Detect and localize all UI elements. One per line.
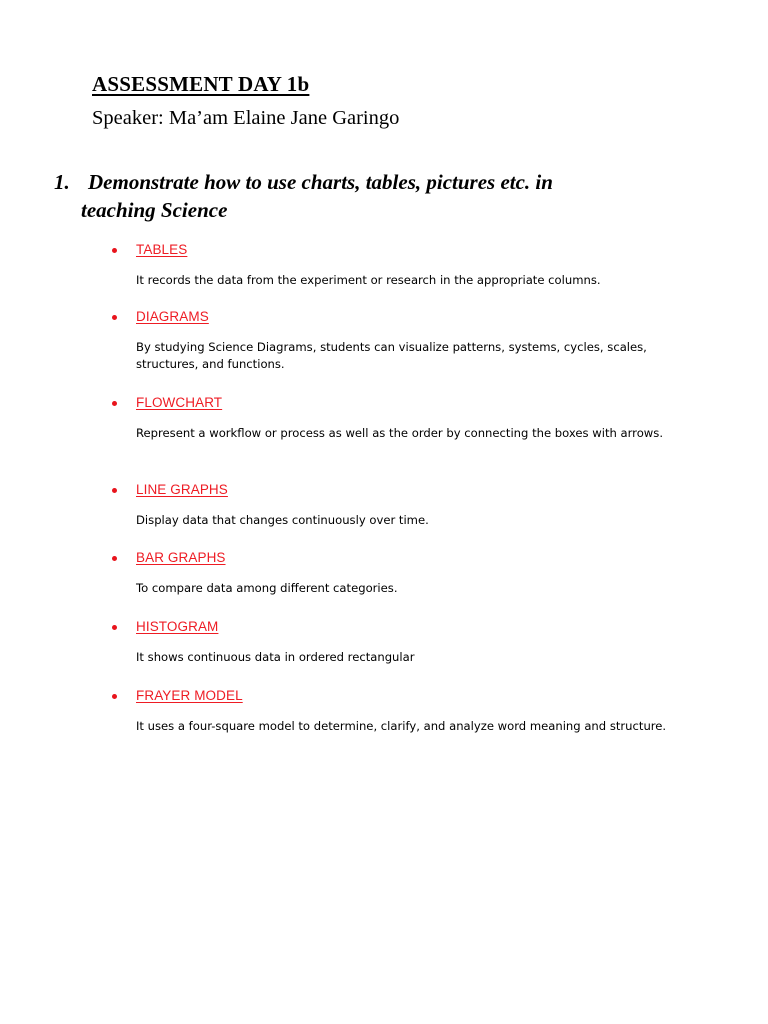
topic-item-flowchart <box>112 392 712 442</box>
topic-item-line-graphs <box>112 479 712 529</box>
topic-item-diagrams <box>112 306 712 373</box>
topic-title: FLOWCHART <box>136 394 223 410</box>
question-heading <box>54 168 694 224</box>
topic-title: FRAYER MODEL <box>136 687 243 703</box>
question-text-line-2: teaching Science <box>81 198 228 222</box>
topic-description: It records the data from the experiment or research in the appropriate columns. <box>136 273 601 287</box>
bullet-icon <box>112 694 117 699</box>
topic-item-histogram <box>112 616 712 666</box>
bullet-icon <box>112 556 117 561</box>
question-number: 1. <box>54 170 70 194</box>
topic-heading <box>112 306 712 326</box>
topic-description: To compare data among different categories. <box>136 581 398 595</box>
topic-title: BAR GRAPHS <box>136 549 226 565</box>
topic-title: TABLES <box>136 241 188 257</box>
page-title: ASSESSMENT DAY 1b <box>92 72 310 96</box>
topic-description: It shows continuous data in ordered rectangular <box>136 650 415 664</box>
topic-heading <box>112 685 712 705</box>
topic-heading <box>112 392 712 412</box>
topic-heading <box>112 239 712 259</box>
topic-description: By studying Science Diagrams, students can visualize patterns, systems, cycles, scales, structures, and functions. <box>136 340 647 371</box>
question-text-line-1: Demonstrate how to use charts, tables, pictures etc. in <box>88 170 553 194</box>
topic-heading <box>112 547 712 567</box>
topic-description: Represent a workflow or process as well as the order by connecting the boxes with arrows. <box>136 426 663 440</box>
bullet-icon <box>112 625 117 630</box>
topic-title: DIAGRAMS <box>136 308 209 324</box>
bullet-icon <box>112 315 117 320</box>
topic-item-frayer-model <box>112 685 712 735</box>
bullet-icon <box>112 401 117 406</box>
topic-description: Display data that changes continuously over time. <box>136 513 429 527</box>
bullet-icon <box>112 488 117 493</box>
topic-description: It uses a four-square model to determine, clarify, and analyze word meaning and structure. <box>136 719 667 733</box>
topic-heading <box>112 616 712 636</box>
topic-item-bar-graphs <box>112 547 712 597</box>
topic-title: HISTOGRAM <box>136 618 219 634</box>
speaker-line: Speaker: Ma’am Elaine Jane Garingo <box>92 107 400 129</box>
topic-title: LINE GRAPHS <box>136 481 228 497</box>
bullet-icon <box>112 248 117 253</box>
topic-heading <box>112 479 712 499</box>
topic-item-tables <box>112 239 712 289</box>
